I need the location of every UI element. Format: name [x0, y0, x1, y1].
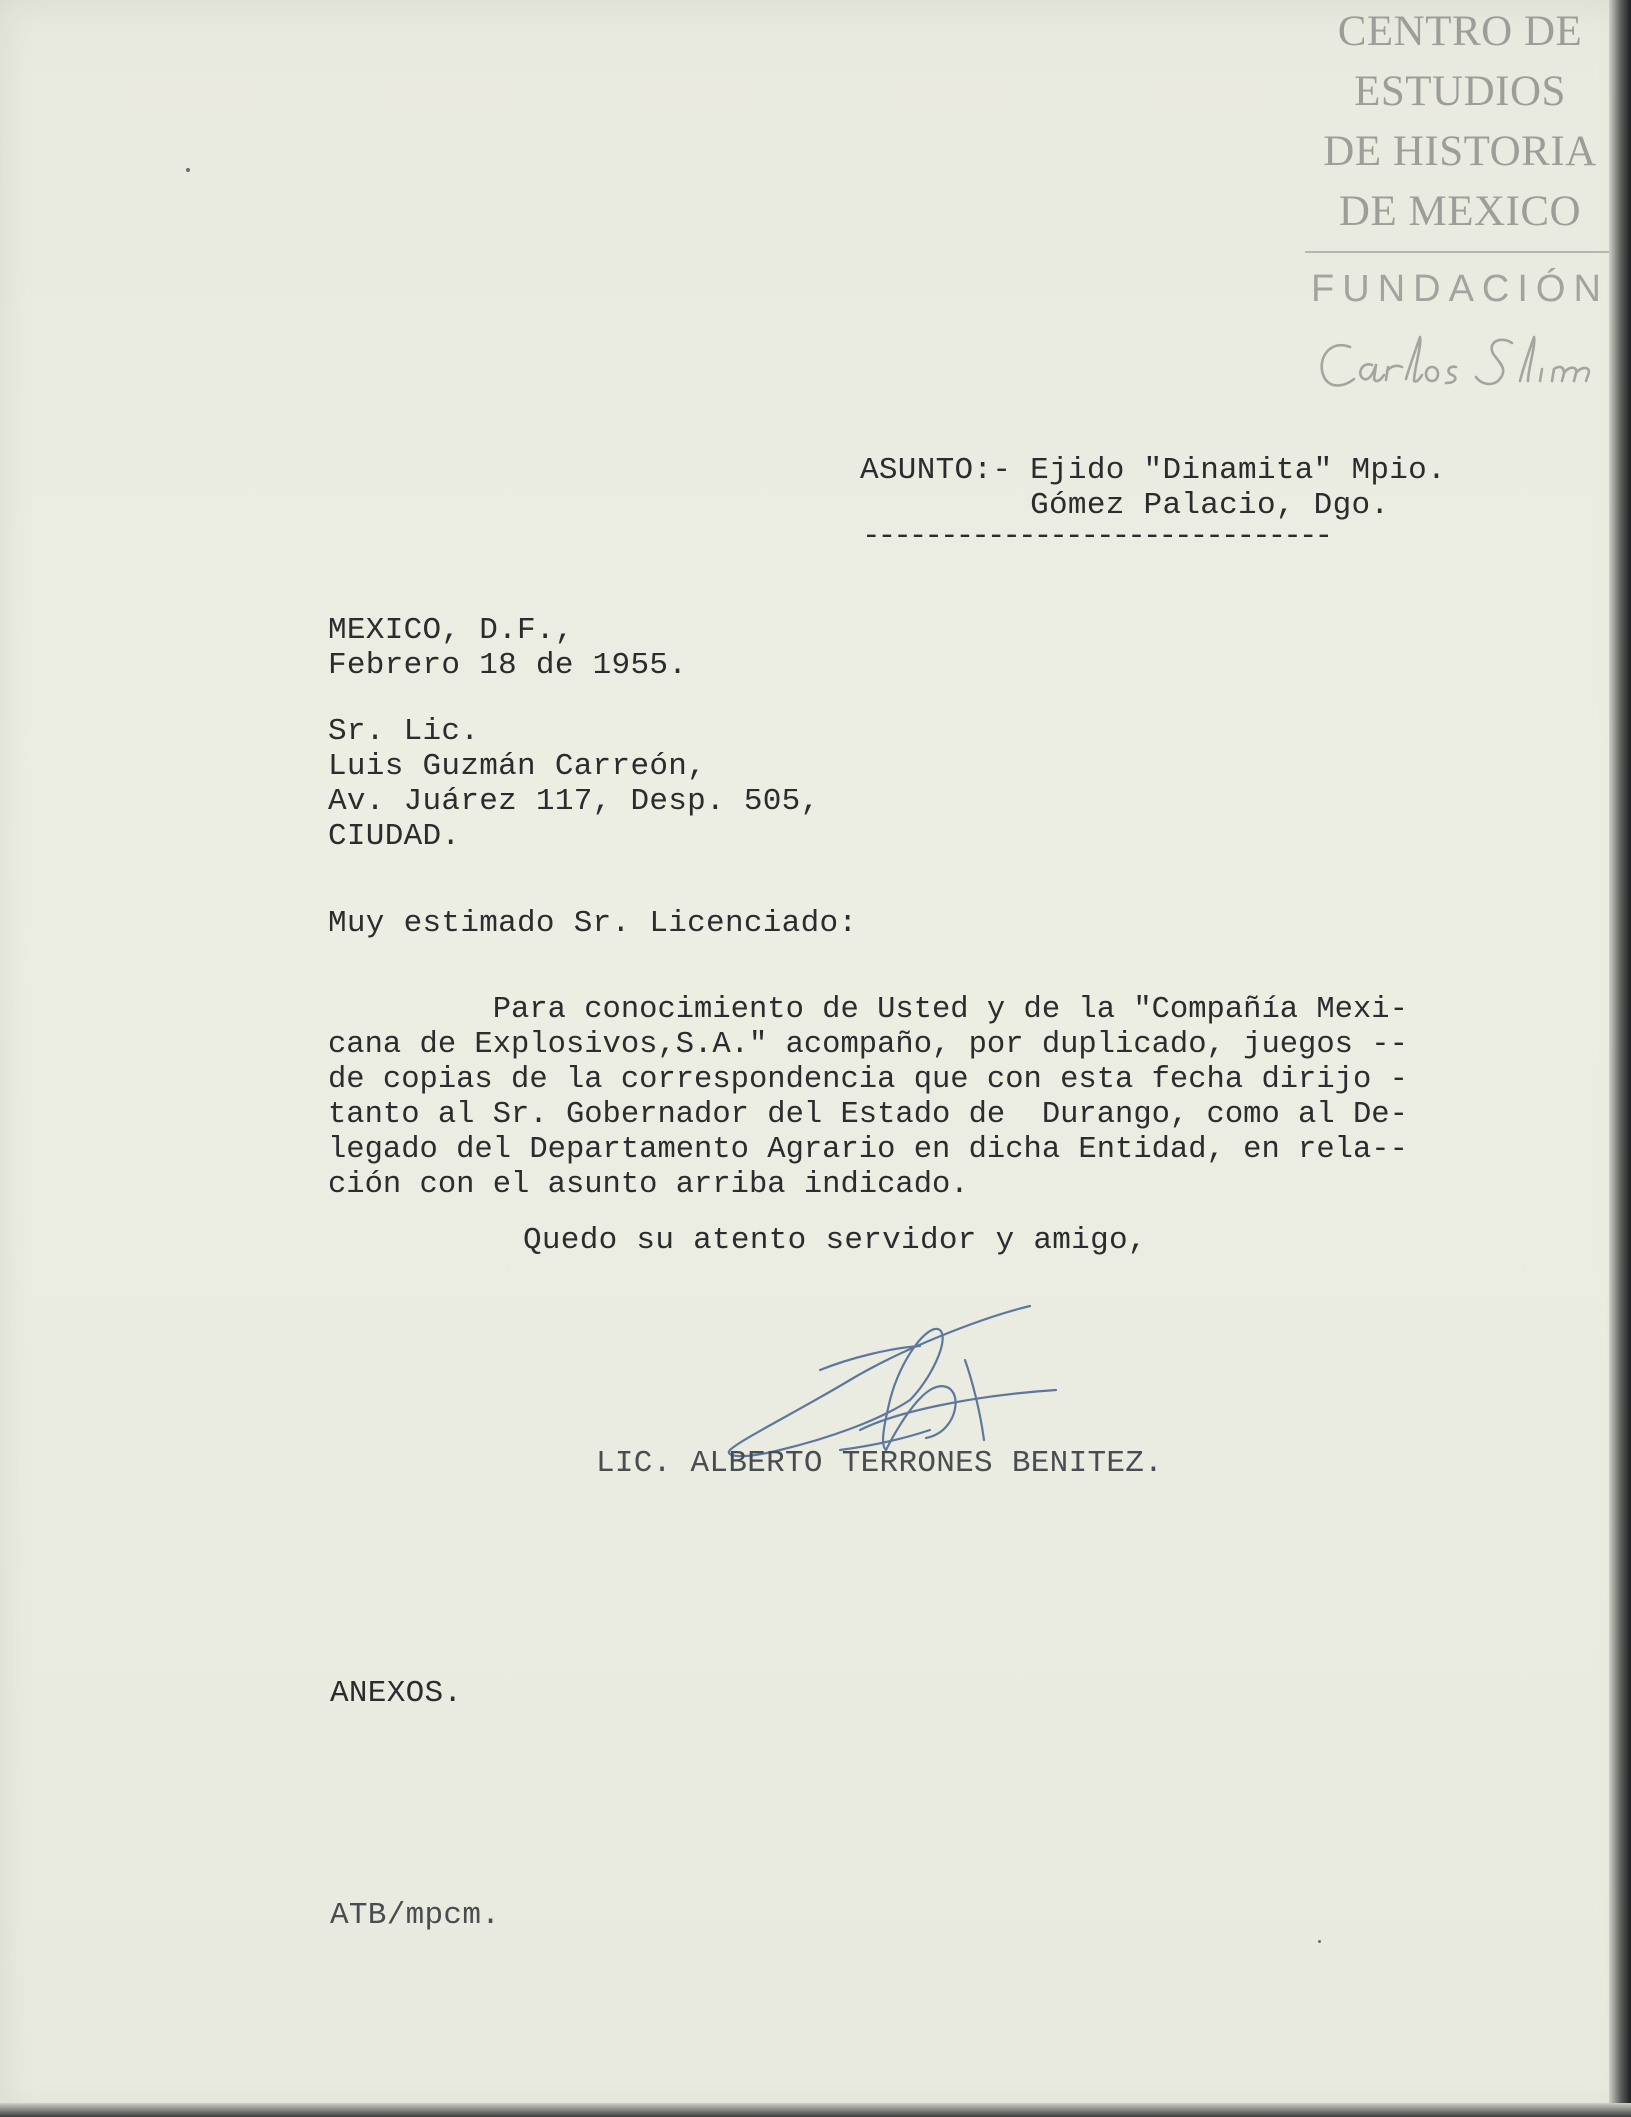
place: MEXICO, D.F.,	[328, 613, 574, 648]
watermark-signature-logo	[1310, 325, 1620, 405]
annexes: ANEXOS.	[330, 1676, 463, 1711]
body-line-6: ción con el asunto arriba indicado.	[328, 1168, 969, 1202]
subject-underline: ------------------------------	[862, 519, 1331, 554]
archive-watermark	[1300, 2, 1620, 242]
watermark-line-1: CENTRO DE	[1337, 8, 1583, 55]
signer-name: LIC. ALBERTO TERRONES BENITEZ.	[596, 1446, 1164, 1481]
recipient-city: CIUDAD.	[328, 819, 461, 854]
recipient-title: Sr. Lic.	[328, 714, 480, 749]
body-line-4: tanto al Sr. Gobernador del Estado de Durango, como al De-	[328, 1098, 1408, 1132]
closing: Quedo su atento servidor y amigo,	[523, 1223, 1147, 1258]
body-line-2: cana de Explosivos,S.A." acompaño, por duplicado, juegos --	[328, 1028, 1408, 1062]
watermark-line-4: DE MEXICO	[1338, 188, 1582, 235]
recipient-address: Av. Juárez 117, Desp. 505,	[328, 784, 820, 819]
reference-initials: ATB/mpcm.	[330, 1898, 501, 1933]
subject-line-1: ASUNTO:- Ejido "Dinamita" Mpio.	[860, 453, 1446, 488]
recipient-name: Luis Guzmán Carreón,	[328, 749, 707, 784]
paper-speck	[186, 168, 190, 172]
letter-body	[328, 993, 1458, 1203]
scan-edge-bottom	[0, 2103, 1631, 2117]
date: Febrero 18 de 1955.	[328, 648, 688, 683]
body-line-1: Para conocimiento de Usted y de la "Compañía Mexi-	[328, 993, 1408, 1027]
scan-edge-right	[1609, 0, 1631, 2117]
watermark-foundation: FUNDACIÓN	[1311, 268, 1609, 310]
salutation: Muy estimado Sr. Licenciado:	[328, 906, 858, 941]
subject-line-2: Gómez Palacio, Dgo.	[860, 488, 1390, 523]
handwritten-signature	[700, 1300, 1060, 1470]
watermark-line-3: DE HISTORIA	[1323, 128, 1597, 175]
body-line-5: legado del Departamento Agrario en dicha Entidad, en rela--	[328, 1133, 1408, 1167]
paper-speck	[1318, 1940, 1321, 1943]
watermark-line-2: ESTUDIOS	[1354, 68, 1566, 115]
body-line-3: de copias de la correspondencia que con esta fecha dirijo -	[328, 1063, 1408, 1097]
watermark-divider	[1305, 251, 1623, 253]
